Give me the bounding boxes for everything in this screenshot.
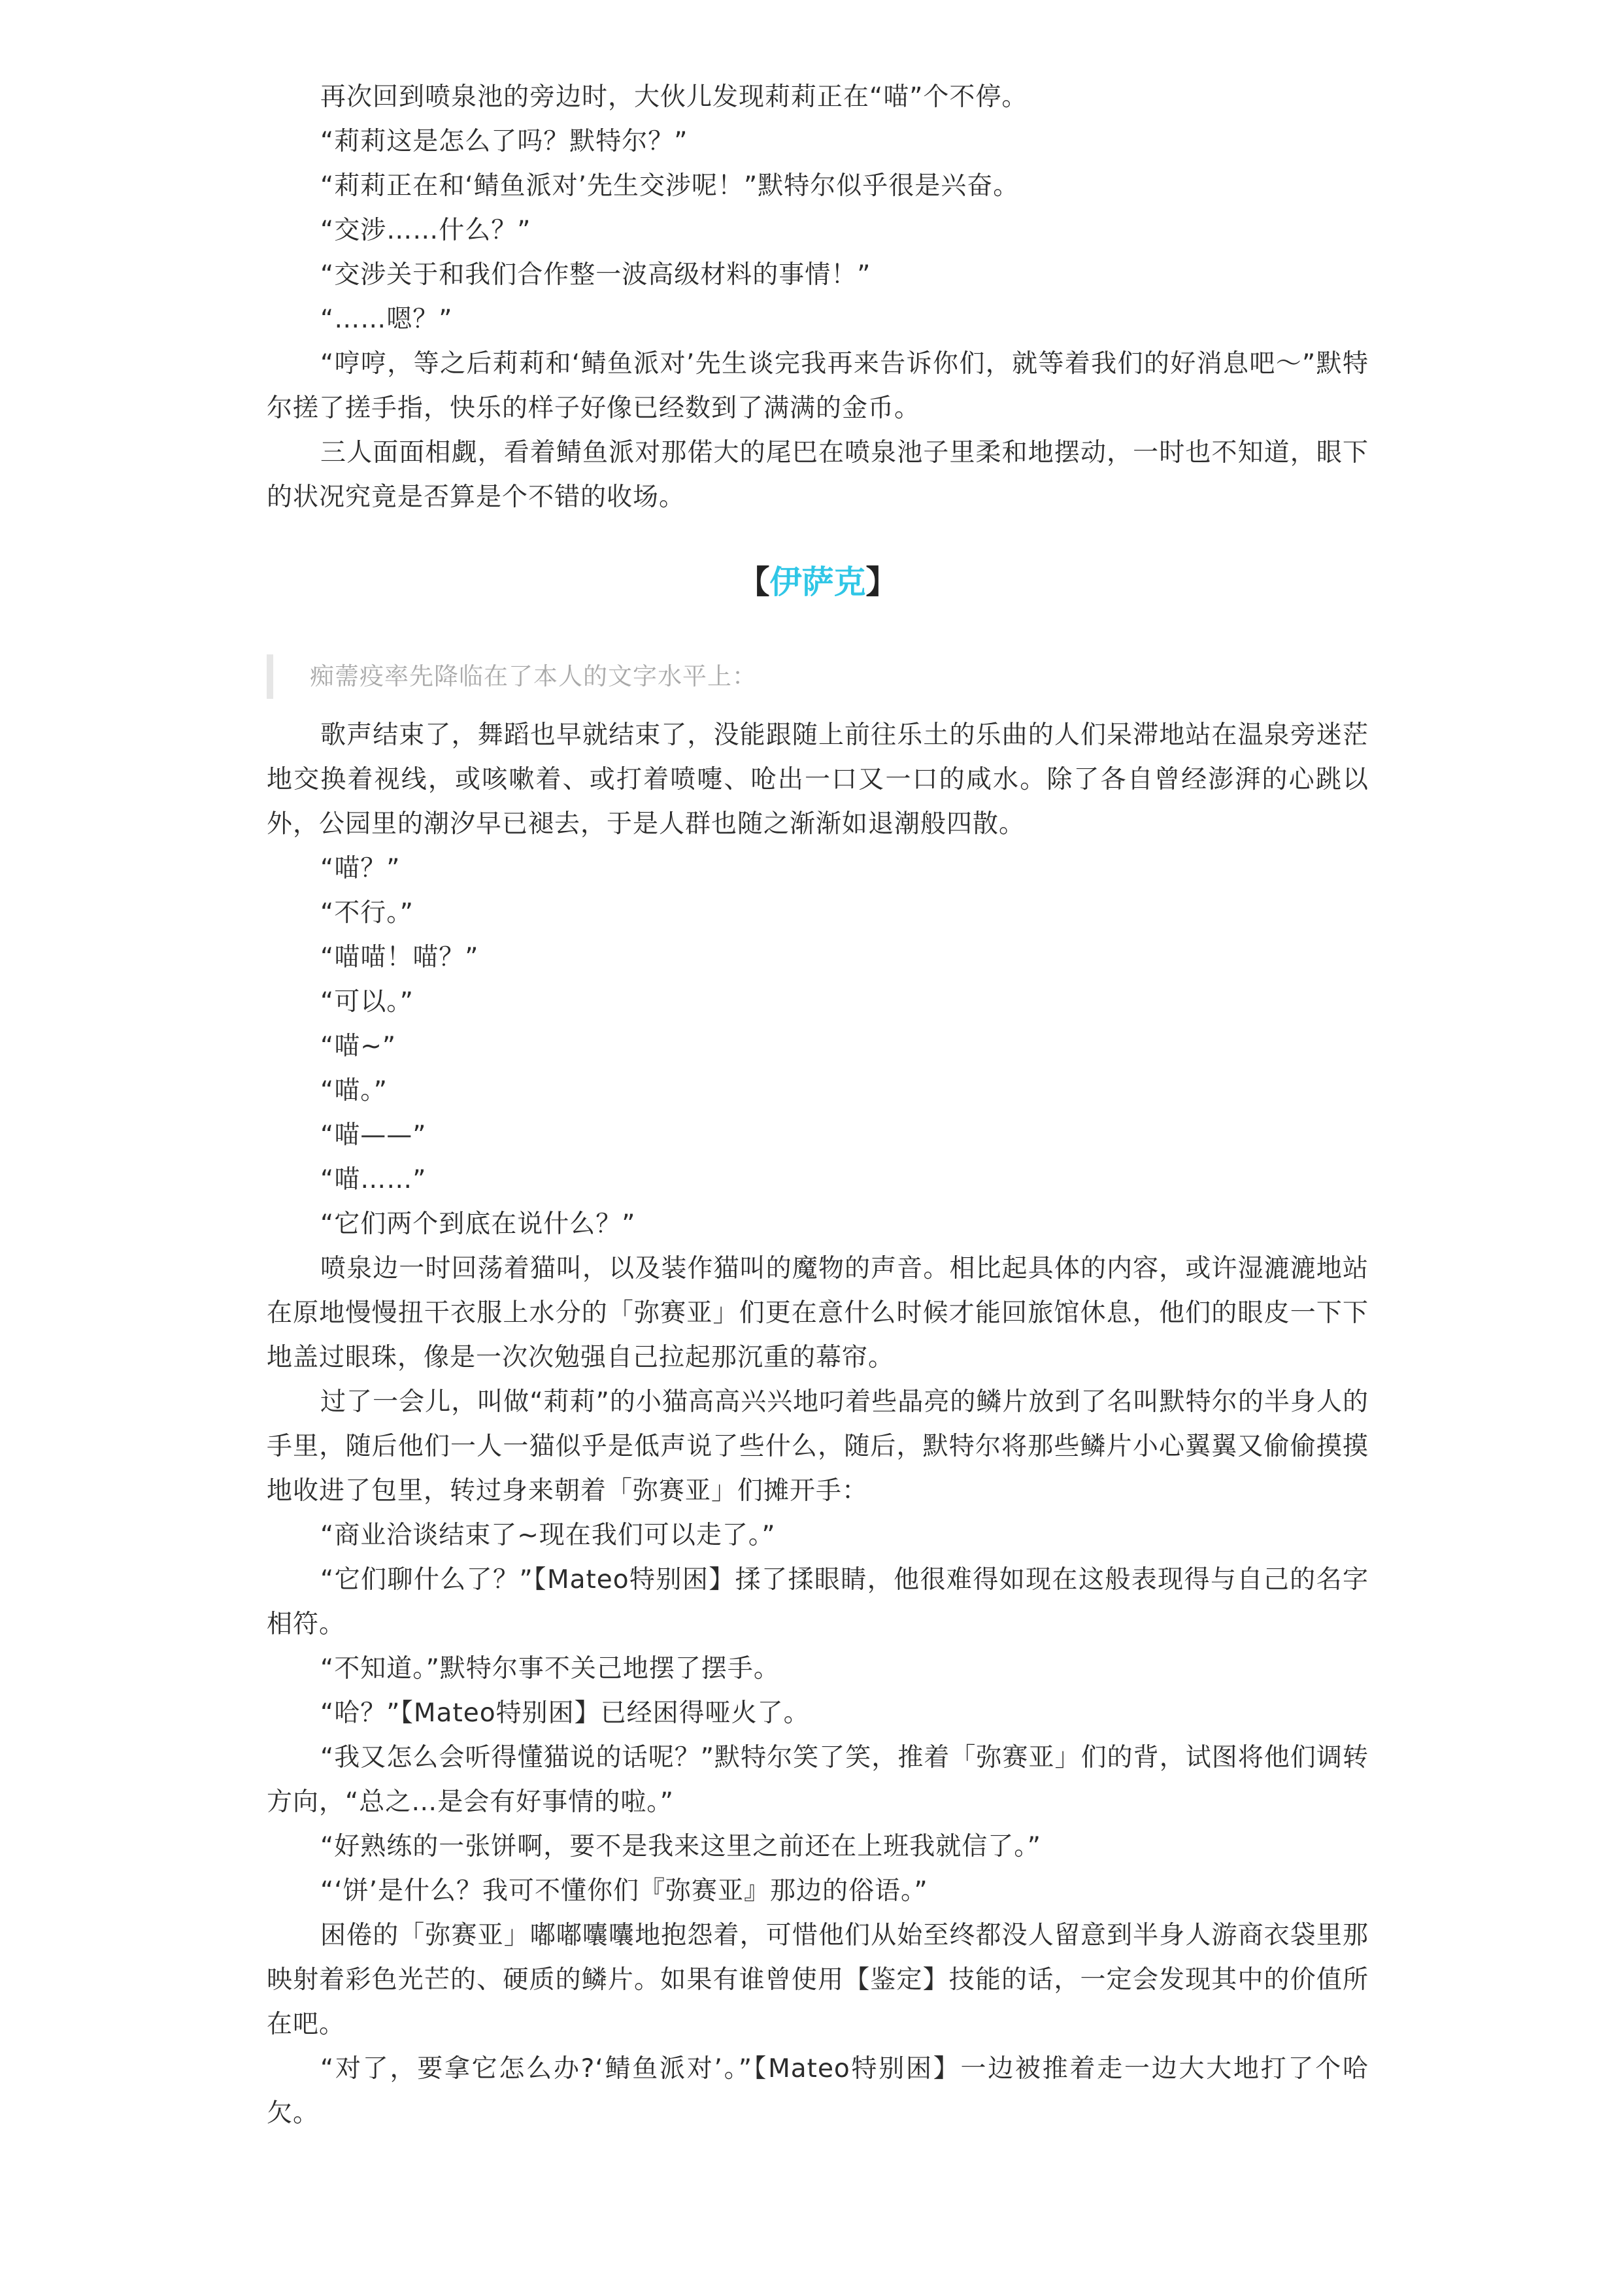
section-heading	[267, 560, 1369, 605]
paragraph: “喵。”	[320, 1076, 388, 1106]
paragraph: “‘饼’是什么？我可不懂你们『弥赛亚』那边的俗语。”	[320, 1876, 928, 1906]
paragraph: “交涉……什么？”	[320, 216, 531, 245]
paragraph: “喵——”	[320, 1121, 427, 1150]
heading-open-bracket: 【	[737, 564, 770, 601]
paragraph: “它们两个到底在说什么？”	[320, 1209, 636, 1239]
blockquote	[267, 654, 1369, 699]
section-story-intro	[267, 75, 1369, 520]
paragraph: “哈？”【Mateo特别困】已经困得哑火了。	[320, 1698, 810, 1728]
paragraph: “对了，要拿它怎么办?‘鲭鱼派对’。”【Mateo特别困】一边被推着走一边大大地打了个哈欠。	[267, 2054, 1369, 2128]
paragraph: 歌声结束了，舞蹈也早就结束了，没能跟随上前往乐土的乐曲的人们呆滞地站在温泉旁迷茫地交换着视线，或咳嗽着、或打着喷嚏、呛出一口又一口的咸水。除了各自曾经澎湃的心跳以外，公园里的潮汐早已褪去，于是人群也随之渐渐如退潮般四散。	[267, 720, 1369, 839]
heading-author-name: 伊萨克	[769, 564, 866, 601]
paragraph: “我又怎么会听得懂猫说的话呢？”默特尔笑了笑，推着「弥赛亚」们的背，试图将他们调转方向，“总之…是会有好事情的啦。”	[267, 1743, 1369, 1817]
paragraph: 喷泉边一时回荡着猫叫，以及装作猫叫的魔物的声音。相比起具体的内容，或许湿漉漉地站在原地慢慢扭干衣服上水分的「弥赛亚」们更在意什么时候才能回旅馆休息，他们的眼皮一下下地盖过眼珠，像是一次次勉强自己拉起那沉重的幕帘。	[267, 1254, 1369, 1372]
paragraph: “喵……”	[320, 1165, 427, 1194]
heading-close-bracket: 】	[865, 564, 898, 601]
paragraph: “……嗯？”	[320, 305, 453, 334]
paragraph: 过了一会儿，叫做“莉莉”的小猫高高兴兴地叼着些晶亮的鳞片放到了名叫默特尔的半身人的手里，随后他们一人一猫似乎是低声说了些什么，随后，默特尔将那些鳞片小心翼翼又偷偷摸摸地收进了包里，转过身来朝着「弥赛亚」们摊开手：	[267, 1387, 1369, 1506]
paragraph: “喵？”	[320, 854, 401, 883]
paragraph: “莉莉正在和‘鲭鱼派对’先生交涉呢！”默特尔似乎很是兴奋。	[320, 171, 1020, 201]
section-story-body	[267, 713, 1369, 2136]
paragraph: 再次回到喷泉池的旁边时，大伙儿发现莉莉正在“喵”个不停。	[320, 82, 1028, 112]
paragraph: “喵~”	[320, 1032, 397, 1061]
paragraph: “哼哼，等之后莉莉和‘鲭鱼派对’先生谈完我再来告诉你们，就等着我们的好消息吧～”默特尔搓了搓手指，快乐的样子好像已经数到了满满的金币。	[267, 349, 1369, 423]
paragraph: 三人面面相觑，看着鲭鱼派对那偌大的尾巴在喷泉池子里柔和地摆动，一时也不知道，眼下的状况究竟是否算是个不错的收场。	[267, 438, 1369, 512]
paragraph: 困倦的「弥赛亚」嘟嘟囔囔地抱怨着，可惜他们从始至终都没人留意到半身人游商衣袋里那映射着彩色光芒的、硬质的鳞片。如果有谁曾使用【鉴定】技能的话，一定会发现其中的价值所在吧。	[267, 1921, 1369, 2039]
paragraph: “不行。”	[320, 898, 414, 928]
document-page	[267, 75, 1369, 2136]
paragraph: “商业洽谈结束了~现在我们可以走了。”	[320, 1521, 776, 1550]
paragraph: “不知道。”默特尔事不关己地摆了摆手。	[320, 1654, 780, 1683]
paragraph: “交涉关于和我们合作整一波高级材料的事情！”	[320, 260, 871, 290]
paragraph: “莉莉这是怎么了吗？默特尔？”	[320, 127, 688, 156]
paragraph: “可以。”	[320, 987, 414, 1017]
paragraph: “它们聊什么了？”【Mateo特别困】揉了揉眼睛，他很难得如现在这般表现得与自己的名字相符。	[267, 1565, 1369, 1639]
blockquote-text: 痴薷疫率先降临在了本人的文字水平上：	[310, 662, 757, 690]
paragraph: “喵喵！喵？”	[320, 943, 479, 972]
paragraph: “好熟练的一张饼啊，要不是我来这里之前还在上班我就信了。”	[320, 1832, 1041, 1861]
